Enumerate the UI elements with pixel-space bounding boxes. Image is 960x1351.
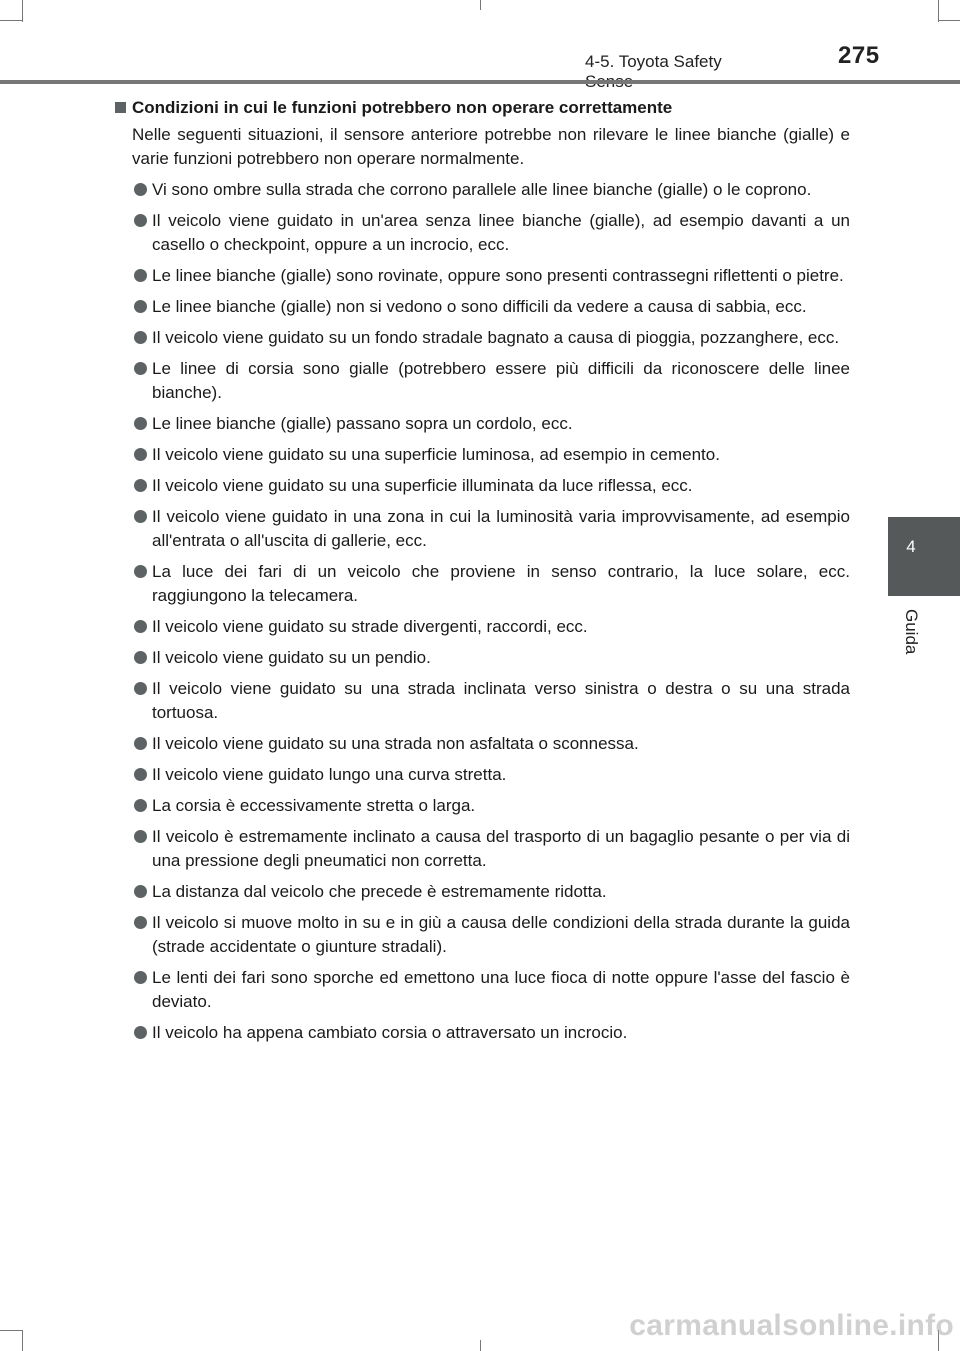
circle-bullet-icon <box>134 183 147 196</box>
circle-bullet-icon <box>134 651 147 664</box>
list-item <box>115 505 850 553</box>
list-item-text: Le linee bianche (gialle) non si vedono o sono difficili da vedere a causa di sabbia, ecc. <box>152 297 807 316</box>
circle-bullet-icon <box>134 269 147 282</box>
list-item-text: Il veicolo viene guidato su una strada non asfaltata o sconnessa. <box>152 734 639 753</box>
list-item-text: La luce dei fari di un veicolo che proviene in senso contrario, la luce solare, ecc. raggiungono la telecamera. <box>152 562 850 605</box>
page-number: 275 <box>838 42 880 69</box>
circle-bullet-icon <box>134 830 147 843</box>
circle-bullet-icon <box>134 362 147 375</box>
list-item-text: Il veicolo viene guidato in un'area senza linee bianche (gialle), ad esempio davanti a un casello o checkpoint, oppure a un incrocio, ecc. <box>152 211 850 254</box>
list-item <box>115 357 850 405</box>
circle-bullet-icon <box>134 300 147 313</box>
section-heading-text: Condizioni in cui le funzioni potrebbero non operare correttamente <box>132 98 673 117</box>
crop-mark <box>22 0 23 22</box>
circle-bullet-icon <box>134 799 147 812</box>
circle-bullet-icon <box>134 417 147 430</box>
chapter-tab <box>888 517 960 596</box>
list-item <box>115 209 850 257</box>
circle-bullet-icon <box>134 214 147 227</box>
square-bullet-icon <box>115 102 126 113</box>
list-item <box>115 677 850 725</box>
header-rule <box>0 80 960 84</box>
list-item <box>115 825 850 873</box>
watermark-text: carmanualsonline.info <box>629 1309 954 1342</box>
list-item-text: Il veicolo viene guidato su una superficie luminosa, ad esempio in cemento. <box>152 445 720 464</box>
section-intro: Nelle seguenti situazioni, il sensore anteriore potrebbe non rilevare le linee bianche (gialle) e varie funzioni potrebbero non operare normalmente. <box>132 125 850 168</box>
list-item-text: La corsia è eccessivamente stretta o larga. <box>152 796 476 815</box>
crop-mark <box>22 1330 23 1351</box>
circle-bullet-icon <box>134 565 147 578</box>
chapter-label: Guida <box>902 609 921 655</box>
list-item <box>115 178 850 202</box>
circle-bullet-icon <box>134 510 147 523</box>
circle-bullet-icon <box>134 331 147 344</box>
list-item-text: Il veicolo si muove molto in su e in giù a causa delle condizioni della strada durante la guida (strade accidentate o giunture stradali). <box>152 913 850 956</box>
circle-bullet-icon <box>134 448 147 461</box>
circle-bullet-icon <box>134 885 147 898</box>
list-item-text: Il veicolo viene guidato su una superficie illuminata da luce riflessa, ecc. <box>152 476 693 495</box>
list-item <box>115 911 850 959</box>
circle-bullet-icon <box>134 737 147 750</box>
list-item <box>115 966 850 1014</box>
crop-mark <box>0 20 22 21</box>
list-item <box>115 1021 850 1045</box>
list-item <box>115 443 850 467</box>
circle-bullet-icon <box>134 916 147 929</box>
crop-mark <box>480 0 481 10</box>
circle-bullet-icon <box>134 682 147 695</box>
list-item <box>115 880 850 904</box>
list-item-text: Il veicolo viene guidato lungo una curva stretta. <box>152 765 507 784</box>
list-item-text: La distanza dal veicolo che precede è estremamente ridotta. <box>152 882 607 901</box>
crop-mark <box>480 1340 481 1351</box>
crop-mark <box>0 1330 22 1331</box>
list-item-text: Il veicolo viene guidato su strade divergenti, raccordi, ecc. <box>152 617 588 636</box>
list-item-text: Il veicolo viene guidato in una zona in cui la luminosità varia improvvisamente, ad esempio all'entrata o all'uscita di gallerie, ecc. <box>152 507 850 550</box>
crop-mark <box>938 0 939 22</box>
list-item <box>115 474 850 498</box>
circle-bullet-icon <box>134 971 147 984</box>
list-item <box>115 794 850 818</box>
list-item-text: Le linee bianche (gialle) passano sopra un cordolo, ecc. <box>152 414 573 433</box>
list-item-text: Il veicolo ha appena cambiato corsia o attraversato un incrocio. <box>152 1023 628 1042</box>
condition-list <box>115 178 850 1045</box>
list-item <box>115 763 850 787</box>
chapter-number: 4 <box>906 537 916 556</box>
circle-bullet-icon <box>134 620 147 633</box>
circle-bullet-icon <box>134 768 147 781</box>
list-item-text: Il veicolo è estremamente inclinato a causa del trasporto di un bagaglio pesante o per via di una pressione degli pneumatici non corretta. <box>152 827 850 870</box>
list-item <box>115 326 850 350</box>
header-section-title: 4-5. Toyota Safety <box>585 52 722 71</box>
list-item <box>115 732 850 756</box>
list-item-text: Le linee bianche (gialle) sono rovinate, oppure sono presenti contrassegni riflettenti o pietre. <box>152 266 844 285</box>
list-item-text: Vi sono ombre sulla strada che corrono parallele alle linee bianche (gialle) o le coprono. <box>152 180 812 199</box>
list-item-text: Il veicolo viene guidato su un fondo stradale bagnato a causa di pioggia, pozzanghere, ecc. <box>152 328 840 347</box>
list-item <box>115 264 850 288</box>
list-item-text: Il veicolo viene guidato su un pendio. <box>152 648 431 667</box>
list-item-text: Le lenti dei fari sono sporche ed emettono una luce fioca di notte oppure l'asse del fascio è deviato. <box>152 968 850 1011</box>
list-item <box>115 412 850 436</box>
crop-mark <box>938 20 960 21</box>
list-item <box>115 295 850 319</box>
circle-bullet-icon <box>134 479 147 492</box>
list-item <box>115 560 850 608</box>
section-heading <box>115 96 850 120</box>
list-item-text: Le linee di corsia sono gialle (potrebbero essere più difficili da riconoscere delle linee bianche). <box>152 359 850 402</box>
circle-bullet-icon <box>134 1026 147 1039</box>
list-item-text: Il veicolo viene guidato su una strada inclinata verso sinistra o destra o su una strada tortuosa. <box>152 679 850 722</box>
list-item <box>115 615 850 639</box>
main-content <box>115 96 850 1052</box>
list-item <box>115 646 850 670</box>
